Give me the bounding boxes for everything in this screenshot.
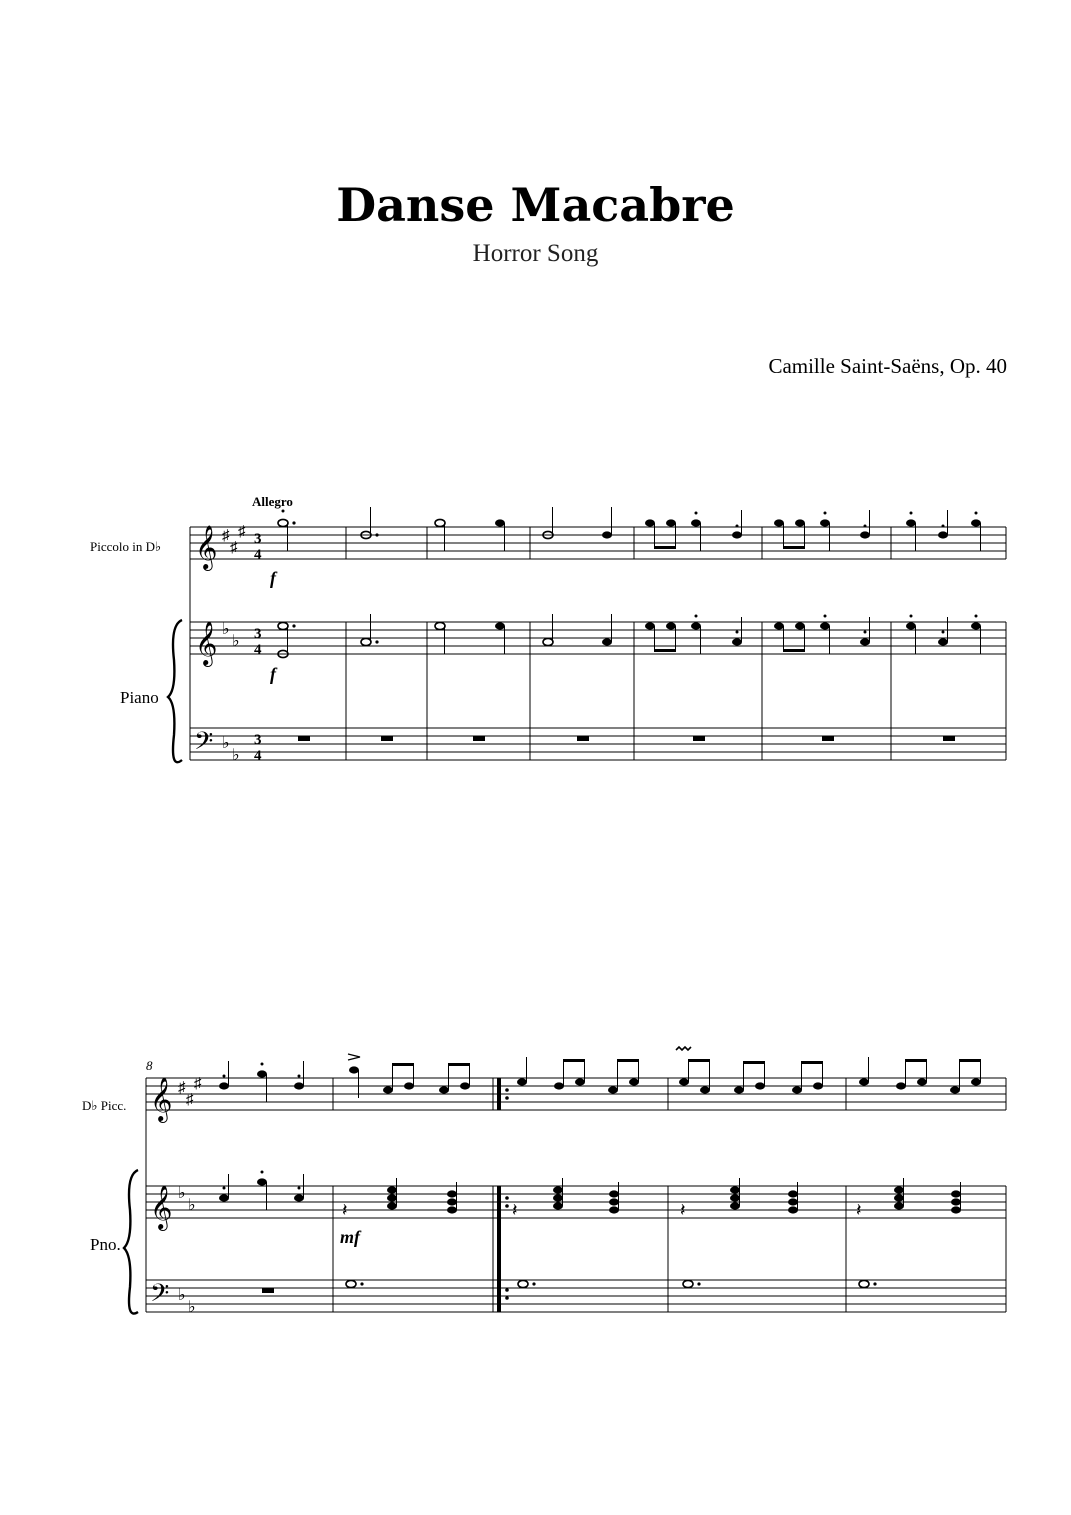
svg-text:♭: ♭: [178, 1185, 186, 1202]
svg-text:♭: ♭: [232, 633, 240, 650]
piano-treble-notes-2: [219, 1171, 304, 1211]
svg-text:♭: ♭: [178, 1287, 186, 1304]
piano-treble-staff-1: [190, 622, 1006, 760]
treble-clef-icon: 𝄞: [195, 623, 218, 665]
svg-text:4: 4: [254, 642, 262, 658]
repeat-barline-piano: [497, 1186, 509, 1312]
svg-text:♯: ♯: [230, 540, 238, 556]
piano-brace-icon: [168, 620, 182, 762]
piccolo-staff-1: [190, 527, 1006, 760]
svg-text:𝄽: 𝄽: [342, 1200, 348, 1220]
piccolo-staff-2: [146, 1078, 1006, 1312]
piano-bass-staff-1: [190, 728, 1006, 760]
piano-short-name: Pno.: [90, 1235, 121, 1254]
piccolo-notes-1: [278, 507, 981, 551]
piano-treble-staff-2: [146, 1186, 1006, 1312]
bass-whole-rests-1: [298, 736, 955, 741]
svg-text:♯: ♯: [238, 524, 246, 540]
key-signature-sharps: ♯: [222, 528, 230, 544]
svg-text:♭: ♭: [188, 1299, 196, 1316]
treble-clef-icon: 𝄞: [150, 1079, 173, 1121]
time-signature-bottom: 4: [254, 547, 262, 563]
score-subtitle: Horror Song: [472, 240, 599, 267]
svg-text:♯: ♯: [194, 1076, 202, 1092]
time-signature-top: 3: [254, 531, 262, 547]
svg-text:♯: ♯: [178, 1080, 186, 1096]
treble-clef-icon: 𝄞: [150, 1187, 173, 1229]
piano-chords-2: [342, 1178, 961, 1220]
svg-text:3: 3: [254, 626, 262, 642]
piccolo-instrument-name: Piccolo in D♭: [90, 539, 162, 554]
composer-credit: Camille Saint-Saëns, Op. 40: [768, 354, 1007, 378]
piano-bass-staff-2: [146, 1280, 1006, 1312]
key-signature-flats: ♭: [222, 735, 230, 752]
svg-text:♯: ♯: [186, 1092, 194, 1108]
piano-treble-notes-1: [278, 614, 981, 658]
dynamic-mezzo-forte: mf: [340, 1227, 360, 1247]
bass-clef-icon: 𝄢: [194, 728, 214, 761]
svg-text:3: 3: [254, 732, 262, 748]
svg-text:𝄽: 𝄽: [512, 1200, 518, 1220]
score-title: Danse Macabre: [336, 178, 735, 232]
svg-text:4: 4: [254, 748, 262, 764]
dynamic-forte: f: [270, 568, 276, 588]
svg-text:𝄽: 𝄽: [856, 1200, 862, 1220]
key-signature-flats: ♭: [222, 621, 230, 638]
treble-clef-icon: 𝄞: [195, 527, 218, 569]
dynamic-forte-piano: f: [270, 664, 276, 684]
piano-instrument-name: Piano: [120, 688, 159, 707]
bass-clef-icon: 𝄢: [150, 1280, 170, 1313]
svg-text:𝄽: 𝄽: [680, 1200, 686, 1220]
measure-number: 8: [146, 1058, 153, 1073]
svg-text:♭: ♭: [188, 1197, 196, 1214]
svg-text:♭: ♭: [232, 747, 240, 764]
piano-bass-notes-2: [262, 1280, 877, 1293]
piano-brace-icon: [124, 1170, 138, 1314]
piccolo-short-name: D♭ Picc.: [82, 1098, 127, 1113]
tempo-marking: Allegro: [252, 494, 293, 509]
